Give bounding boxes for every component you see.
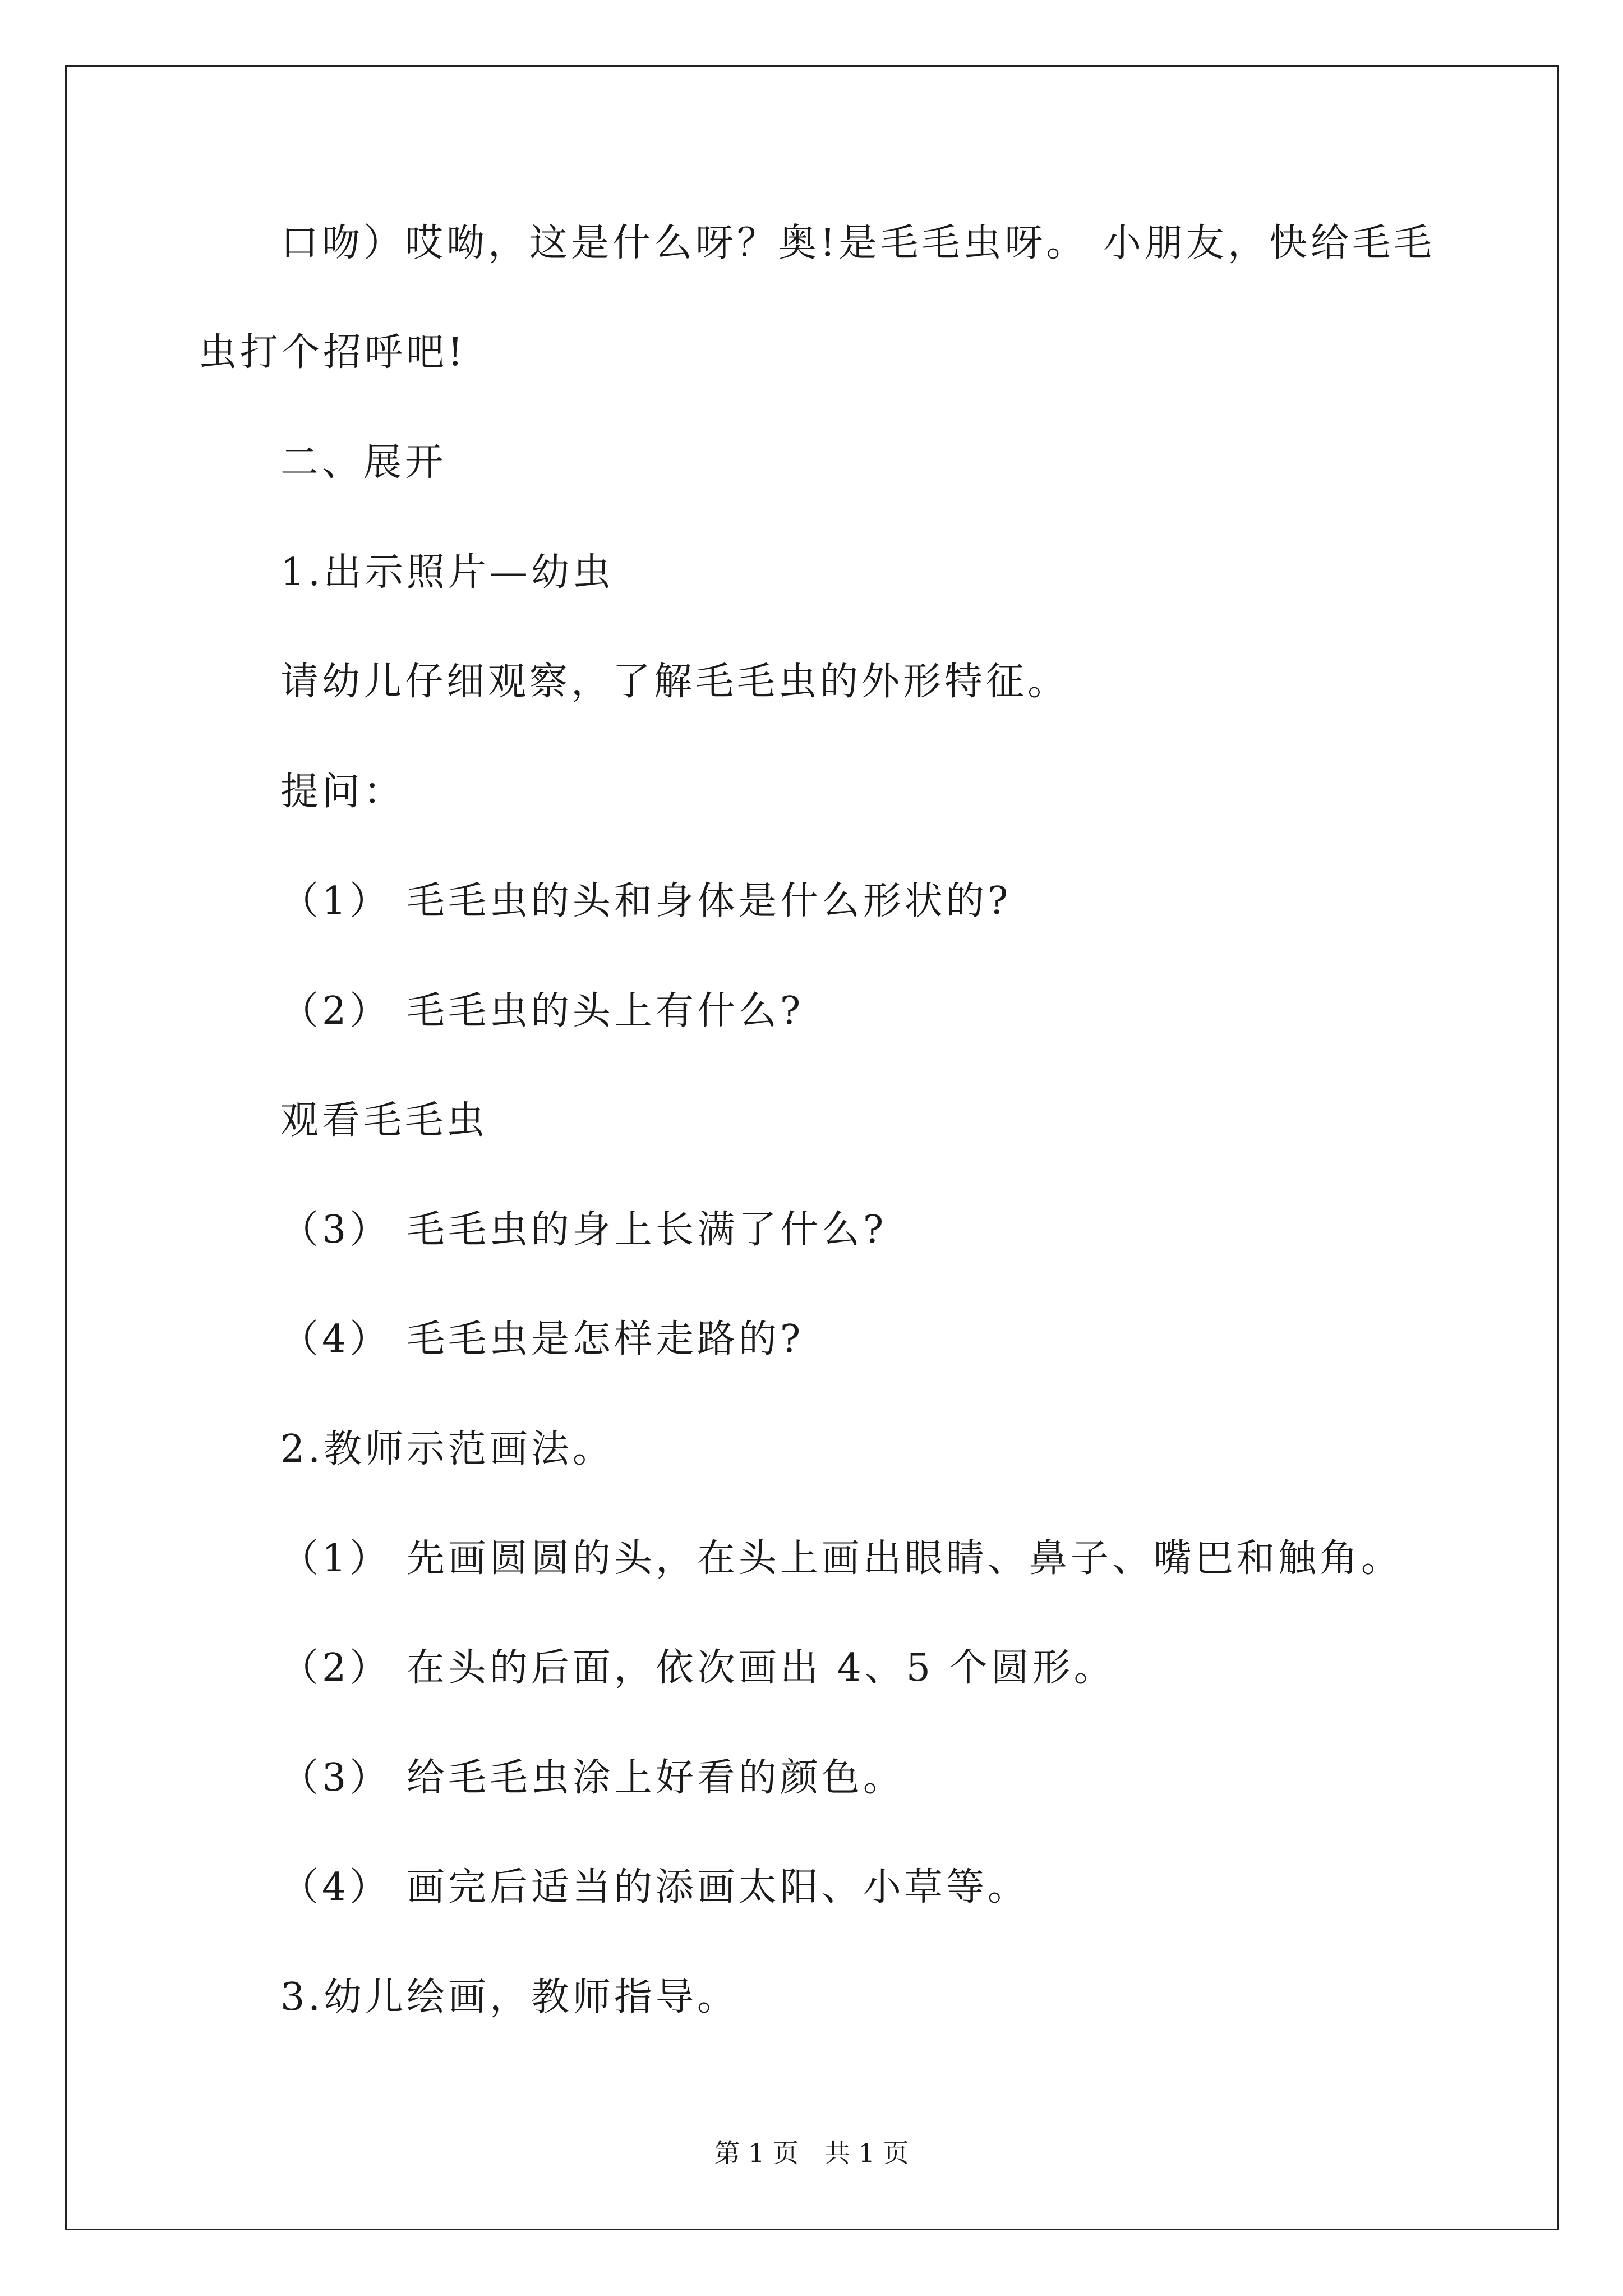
question-item-1: （1） 毛毛虫的头和身体是什么形状的? xyxy=(280,879,1012,923)
step-heading-1: 1.出示照片—幼虫 xyxy=(280,550,614,595)
page-footer: 第 1 页 共 1 页 xyxy=(714,2138,909,2168)
drawing-step-4: （4） 画完后适当的添画太阳、小草等。 xyxy=(280,1865,1029,1910)
question-item-2: （2） 毛毛虫的头上有什么? xyxy=(280,989,804,1033)
step-heading-2: 2.教师示范画法。 xyxy=(280,1427,614,1471)
body-line-2: 虫打个招呼吧! xyxy=(199,330,467,375)
drawing-step-2: （2） 在头的后面，依次画出 4、5 个圆形。 xyxy=(280,1646,1115,1690)
drawing-step-1: （1） 先画圆圆的头，在头上画出眼睛、鼻子、嘴巴和触角。 xyxy=(280,1536,1403,1581)
drawing-step-3: （3） 给毛毛虫涂上好看的颜色。 xyxy=(280,1756,905,1800)
step-heading-3: 3.幼儿绘画，教师指导。 xyxy=(280,1975,739,2019)
body-line-1: 口吻）哎呦，这是什么呀？奥!是毛毛虫呀。 小朋友，快给毛毛 xyxy=(280,221,1435,265)
question-item-4: （4） 毛毛虫是怎样走路的? xyxy=(280,1317,804,1361)
section-heading-expand: 二、展开 xyxy=(280,440,447,485)
body-line-9: 观看毛毛虫 xyxy=(280,1098,488,1143)
body-line-5: 请幼儿仔细观察，了解毛毛虫的外形特征。 xyxy=(280,660,1069,704)
question-item-3: （3） 毛毛虫的身上长满了什么? xyxy=(280,1208,887,1252)
question-label: 提问： xyxy=(280,770,405,814)
